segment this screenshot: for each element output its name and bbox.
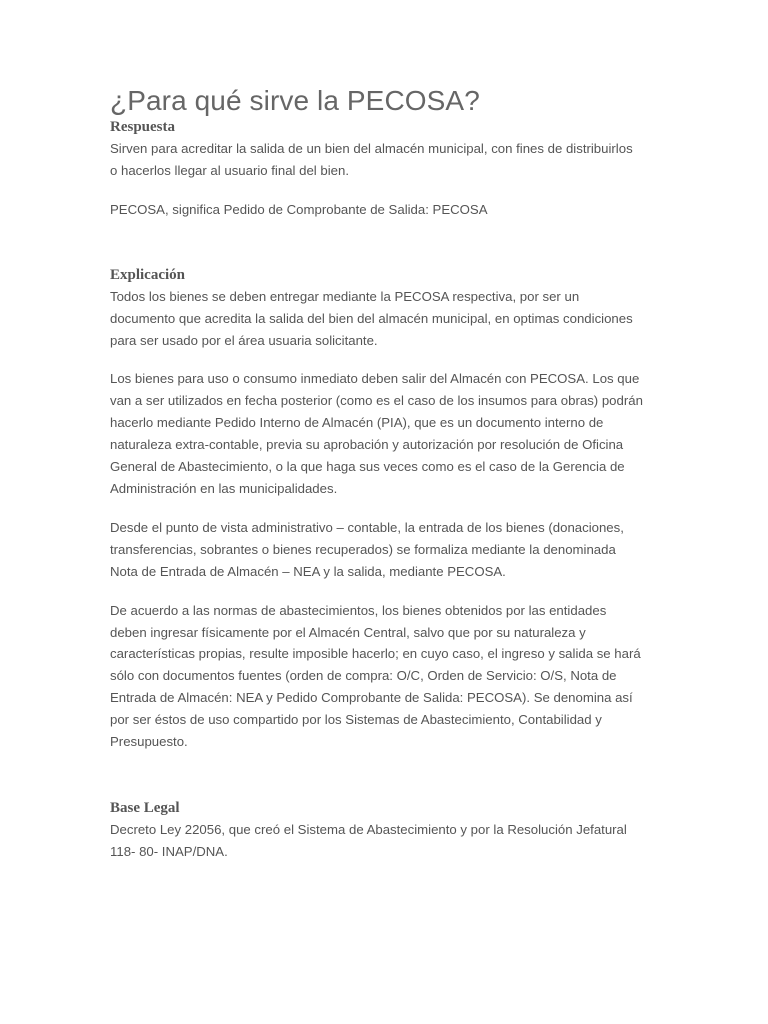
paragraph: Sirven para acreditar la salida de un bien del almacén municipal, con fines de distribuirlos o hacerlos llegar al usuario final del bien. — [110, 141, 633, 178]
paragraph: Desde el punto de vista administrativo – contable, la entrada de los bienes (donaciones, transferencias, sobrantes o bienes recuperados) se formaliza mediante la denominada Nota de Entrada de Almacén – NEA y la salida, mediante PECOSA. — [110, 519, 624, 579]
paragraph: De acuerdo a las normas de abastecimientos, los bienes obtenidos por las entidades deben ingresar físicamente por el Almacén Central, salvo que por su naturaleza y características propias, resulte imposible hacerlo; en cuyo caso, el ingreso y salida se hará sólo con documentos fuentes (orden de compra: O/C, Orden de Servicio: O/S, Nota de Entrada de Almacén: NEA y Pedido Comprobante de Salida: PECOSA). Se denomina así por ser éstos de uso compartido por los Sistemas de Abastecimiento, Contabilidad y Presupuesto. — [110, 602, 641, 750]
section-heading-explicacion: Explicación — [110, 266, 186, 283]
section-heading-base-legal: Base Legal — [110, 799, 180, 816]
paragraph: PECOSA, significa Pedido de Comprobante de Salida: PECOSA — [110, 201, 488, 217]
paragraph: Todos los bienes se deben entregar mediante la PECOSA respectiva, por ser un documento que acredita la salida del bien del almacén municipal, en optimas condiciones para ser usado por el área usuaria solicitante. — [110, 288, 633, 348]
section-explicacion — [110, 266, 665, 753]
paragraph: Decreto Ley 22056, que creó el Sistema de Abastecimiento y por la Resolución Jefatural 118- 80- INAP/DNA. — [110, 821, 627, 859]
section-heading-respuesta: Respuesta — [110, 119, 176, 135]
paragraph: Los bienes para uso o consumo inmediato deben salir del Almacén con PECOSA. Los que van a ser utilizados en fecha posterior (como es el caso de los insumos para obras) podrán hacerlo mediante Pedido Interno de Almacén (PIA), que es un documento interno de naturaleza extra-contable, previa su aprobación y autorización por resolución de Oficina General de Abastecimiento, o la que haga sus veces como es el caso de la Gerencia de Administración en las municipalidades. — [110, 371, 643, 496]
section-base-legal — [110, 799, 665, 863]
section-respuesta — [110, 118, 665, 221]
document-content — [110, 84, 665, 863]
page-title: ¿Para qué sirve la PECOSA? — [110, 85, 480, 116]
